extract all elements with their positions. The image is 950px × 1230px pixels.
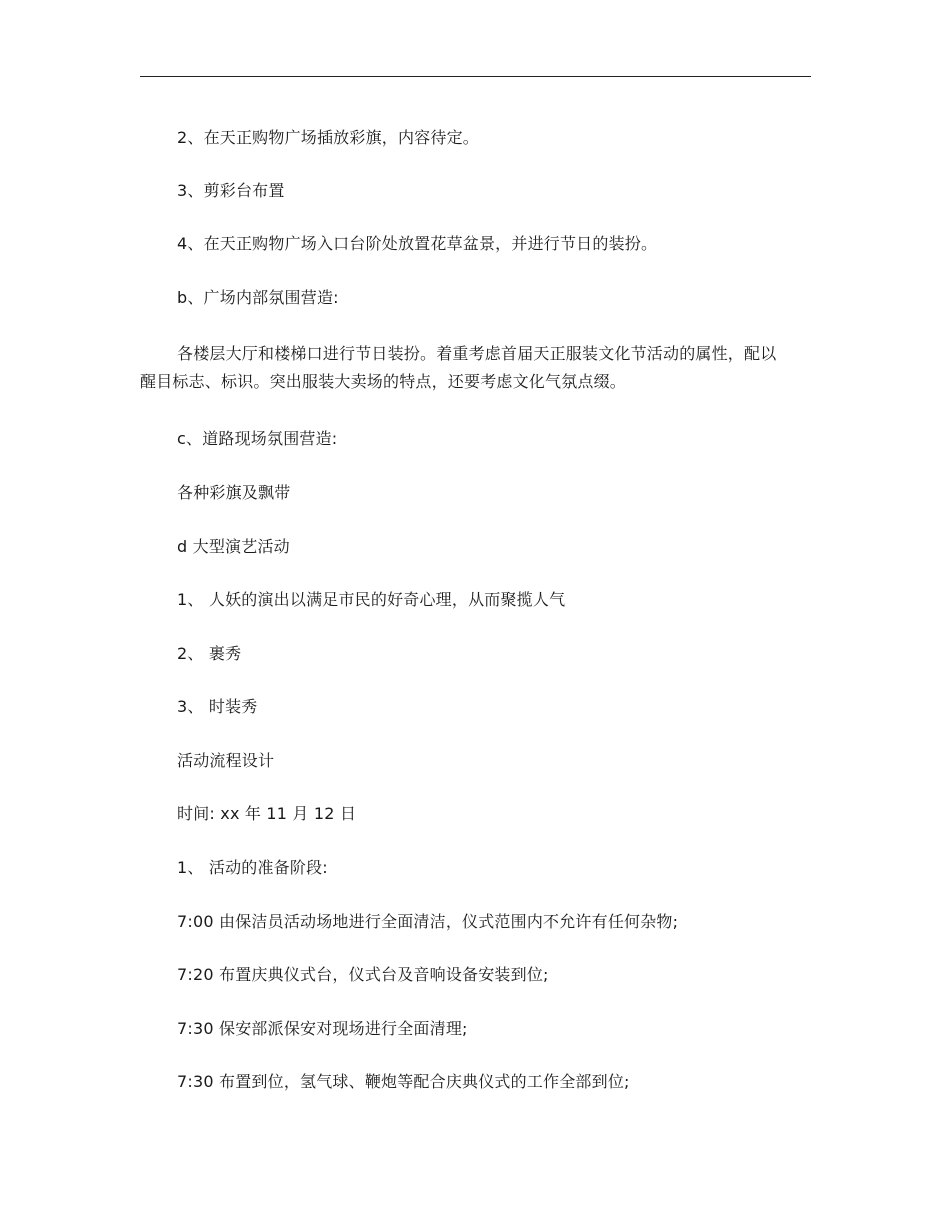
schedule-item: 7:00 由保洁员活动场地进行全面清洁，仪式范围内不允许有任何杂物;: [177, 912, 679, 931]
paragraph: 各楼层大厅和楼梯口进行节日装扮。着重考虑首届天正服装文化节活动的属性，配以醒目标志、标识。突出服装大卖场的特点，还要考虑文化气氛点缀。: [140, 344, 777, 391]
text-line: 4、在天正购物广场入口台阶处放置花草盆景，并进行节日的装扮。: [177, 234, 658, 253]
section-heading: c、道路现场氛围营造:: [177, 429, 338, 448]
text-line: 时间: xx 年 11 月 12 日: [177, 804, 357, 823]
header-rule: [140, 76, 811, 77]
section-heading: 活动流程设计: [177, 751, 275, 770]
section-heading: b、广场内部氛围营造:: [177, 288, 339, 307]
schedule-item: 7:30 布置到位，氢气球、鞭炮等配合庆典仪式的工作全部到位;: [177, 1072, 630, 1091]
text-line: 2、在天正购物广场插放彩旗，内容待定。: [177, 128, 479, 147]
schedule-item: 7:20 布置庆典仪式台，仪式台及音响设备安装到位;: [177, 965, 549, 984]
text-line: 3、剪彩台布置: [177, 181, 285, 200]
text-line: 各种彩旗及飘带: [177, 483, 291, 502]
list-item: 1、 人妖的演出以满足市民的好奇心理，从而聚揽人气: [177, 590, 566, 609]
list-item: 1、 活动的准备阶段:: [177, 858, 328, 877]
list-item: 3、 时装秀: [177, 697, 258, 716]
schedule-item: 7:30 保安部派保安对现场进行全面清理;: [177, 1019, 468, 1038]
section-heading: d 大型演艺活动: [177, 537, 290, 556]
list-item: 2、 裹秀: [177, 644, 242, 663]
